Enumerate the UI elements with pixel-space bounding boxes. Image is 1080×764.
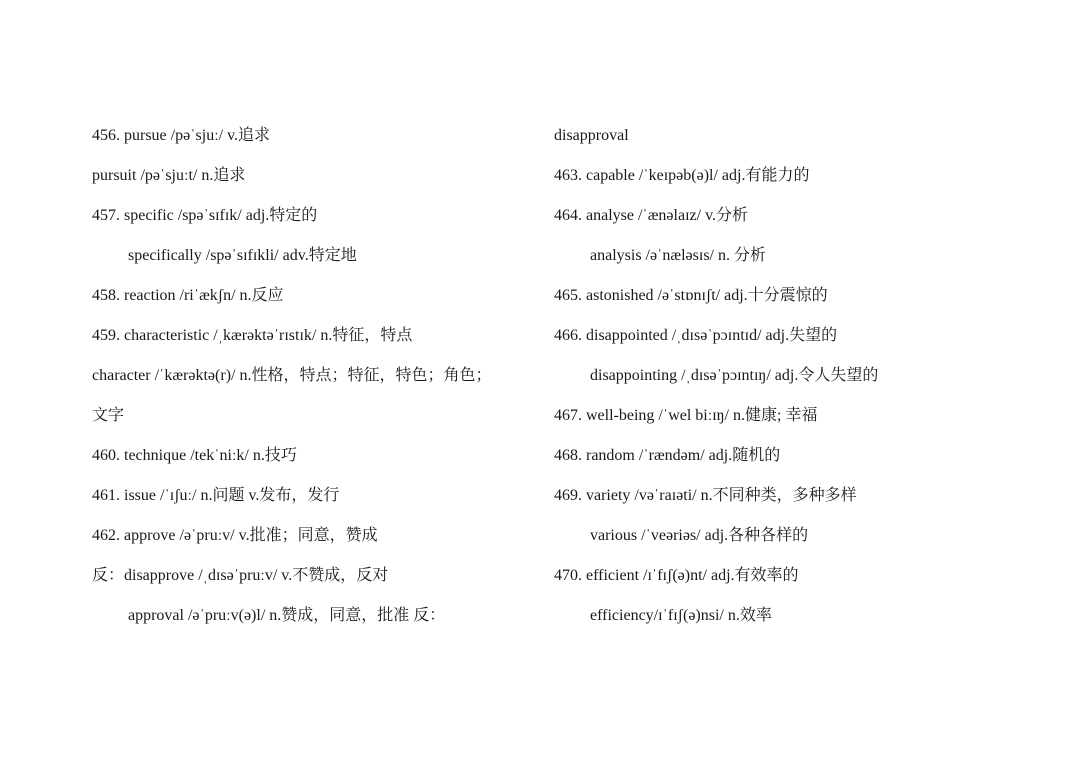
vocab-line: 458. reaction /riˈækʃn/ n.反应 [92,287,284,304]
vocab-line: disappointing /ˌdɪsəˈpɔɪntɪŋ/ adj.令人失望的 [590,367,879,384]
vocab-line: analysis /əˈnæləsɪs/ n. 分析 [590,247,766,264]
vocab-line: disapproval [554,127,629,144]
vocab-line: 456. pursue /pəˈsjuː/ v.追求 [92,127,271,144]
left-column [92,121,542,641]
vocab-line: efficiency/ɪˈfɪʃ(ə)nsi/ n.效率 [590,607,772,624]
vocab-line: 467. well-being /ˈwel biːɪŋ/ n.健康; 幸福 [554,407,818,424]
vocab-line: 466. disappointed /ˌdɪsəˈpɔɪntɪd/ adj.失望的 [554,327,838,344]
vocab-line: character /ˈkærəktə(r)/ n.性格，特点；特征，特色；角色； [92,367,492,384]
vocab-line: 461. issue /ˈɪʃuː/ n.问题 v.发布，发行 [92,487,340,504]
right-column [554,121,1014,641]
vocab-line: 463. capable /ˈkeɪpəb(ə)l/ adj.有能力的 [554,167,810,184]
vocab-line: specifically /spəˈsɪfɪkli/ adv.特定地 [128,247,357,264]
vocab-line: 文字 [92,407,125,424]
vocab-line: approval /əˈpruːv(ə)l/ n.赞成，同意，批准 反： [128,607,446,624]
vocab-line: various /ˈveəriəs/ adj.各种各样的 [590,527,809,544]
vocab-line: 464. analyse /ˈænəlaɪz/ v.分析 [554,207,749,224]
vocab-line: 457. specific /spəˈsɪfɪk/ adj.特定的 [92,207,318,224]
vocab-line: 459. characteristic /ˌkærəktəˈrɪstɪk/ n.特征，特点 [92,327,413,344]
vocab-line: 465. astonished /əˈstɒnɪʃt/ adj.十分震惊的 [554,287,828,304]
vocab-line: 反：disapprove /ˌdɪsəˈpruːv/ v.不赞成，反对 [92,567,389,584]
vocab-line: 469. variety /vəˈraɪəti/ n.不同种类，多种多样 [554,487,857,504]
vocab-line: pursuit /pəˈsjuːt/ n.追求 [92,167,246,184]
vocab-line: 462. approve /əˈpruːv/ v.批准；同意，赞成 [92,527,378,544]
vocab-line: 468. random /ˈrændəm/ adj.随机的 [554,447,781,464]
vocab-line: 460. technique /tekˈniːk/ n.技巧 [92,447,297,464]
vocab-line: 470. efficient /ɪˈfɪʃ(ə)nt/ adj.有效率的 [554,567,799,584]
